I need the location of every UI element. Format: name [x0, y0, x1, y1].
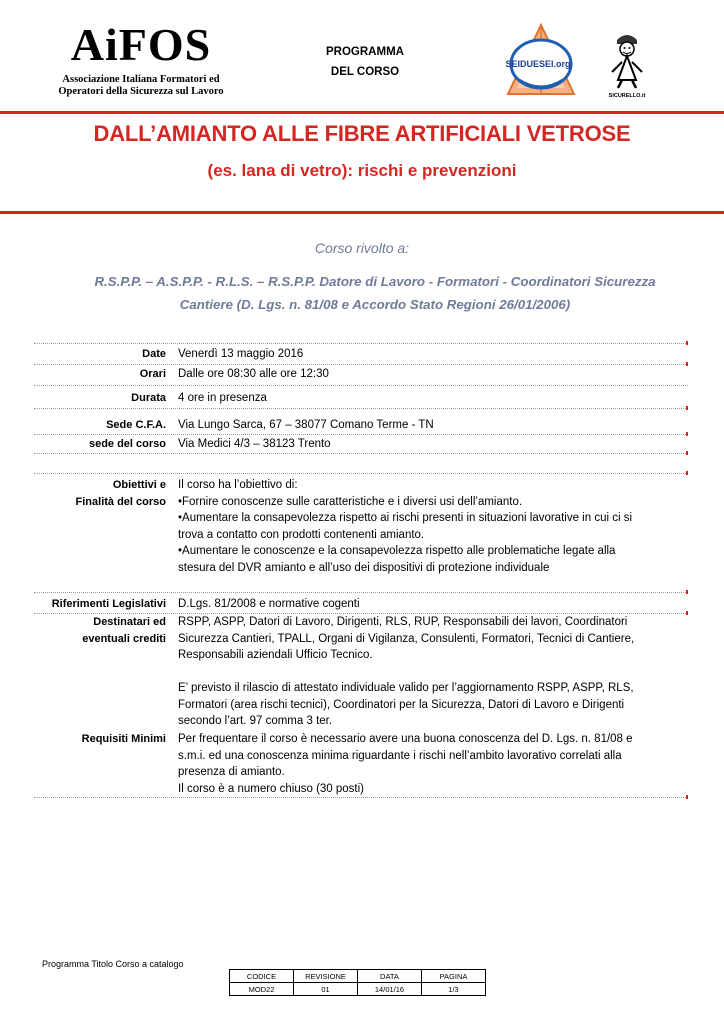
target-audience-text [50, 270, 700, 316]
footer-revision-table [229, 969, 486, 996]
row-divider-mark [686, 590, 688, 594]
aifos-logo-brand: AiFOS [70, 19, 212, 70]
row-divider [34, 797, 688, 798]
sicurello-logo-text: SICURELLO.it [608, 93, 646, 99]
row-divider [34, 343, 688, 344]
row-divider-mark [686, 451, 688, 455]
sede-corso-value: Via Medici 4/3 – 38123 Trento [178, 438, 331, 450]
requisiti-line-2: s.m.i. ed una conoscenza minima riguardante i rischi nell’ambito lavorativo correlati alla [178, 749, 622, 762]
obiettivi-intro: Il corso ha l’obiettivo di: [178, 479, 298, 491]
sicurello-logo [602, 30, 652, 100]
obiettivi-bullet-1: •Fornire conoscenze sulle caratteristiche e i diversi usi dell’amianto. [178, 495, 523, 508]
aifos-logo-line1: Associazione Italiana Formatori ed [62, 74, 220, 85]
destinatari-label-line1: Destinatari ed [93, 616, 166, 628]
sede-corso-label: sede del corso [88, 438, 166, 450]
destinatari-line-6: secondo l’art. 97 comma 3 ter. [178, 715, 333, 727]
footer-header-revisione: REVISIONE [294, 970, 358, 983]
aifos-logo [52, 20, 230, 98]
durata-label: Durata [131, 392, 166, 404]
row-divider [34, 592, 688, 593]
footer-value-pagina: 1/3 [422, 983, 486, 996]
orari-value: Dalle ore 08:30 alle ore 12:30 [178, 368, 329, 380]
destinatari-line-3: Responsabili aziendali Ufficio Tecnico. [178, 649, 373, 661]
programma-line2: DEL CORSO [330, 66, 400, 78]
aifos-logo-line2: Operatori della Sicurezza sul Lavoro [58, 86, 224, 97]
row-divider-mark [686, 406, 688, 410]
target-audience-line2: Cantiere (D. Lgs. n. 81/08 e Accordo Stato Regioni 26/01/2006) [179, 297, 571, 312]
row-divider [34, 473, 688, 474]
footer-table-header-row [230, 970, 486, 983]
requisiti-line-1: Per frequentare il corso è necessario avere una buona conoscenza del D. Lgs. n. 81/08 e [178, 733, 633, 745]
footer-note: Programma Titolo Corso a catalogo [42, 959, 184, 969]
row-divider [34, 453, 688, 454]
obiettivi-bullet-2-cont: trova a contatto con prodotti contenenti amianto. [178, 528, 425, 541]
row-divider [34, 408, 688, 409]
obiettivi-label [34, 477, 166, 510]
requisiti-line-4: Il corso è a numero chiuso (30 posti) [178, 782, 365, 795]
title-red-rule [0, 211, 724, 214]
seiduesei-logo-graphic [505, 22, 577, 98]
destinatari-line-4: E’ previsto il rilascio di attestato individuale valido per l’aggiornamento RSPP, ASPP, RLS, [178, 682, 634, 694]
obiettivi-bullet-3: •Aumentare le conoscenze e la consapevolezza rispetto alle problematiche legate alla [178, 545, 616, 557]
footer-value-data: 14/01/16 [358, 983, 422, 996]
target-audience-label: Corso rivolto a: [314, 240, 410, 256]
obiettivi-label-line1: Obiettivi e [112, 479, 166, 491]
seiduesei-logo [505, 22, 577, 98]
footer-header-codice: CODICE [230, 970, 294, 983]
sede-cfa-value: Via Lungo Sarca, 67 – 38077 Comano Terme - TN [178, 419, 434, 431]
durata-value: 4 ore in presenza [178, 392, 267, 404]
orari-label: Orari [139, 368, 166, 380]
requisiti-line-3: presenza di amianto. [178, 766, 285, 778]
row-divider-mark [686, 341, 688, 345]
destinatari-line-2: Sicurezza Cantieri, TPALL, Organi di Vigilanza, Consulenti, Formatori, Tecnici di Cantiere, [178, 632, 635, 645]
programma-line1: PROGRAMMA [326, 46, 404, 58]
footer-header-pagina: PAGINA [422, 970, 486, 983]
sede-cfa-label: Sede C.F.A. [106, 419, 166, 431]
requisiti-value [178, 731, 690, 797]
obiettivi-bullet-2: •Aumentare la consapevolezza rispetto ai rischi presenti in situazioni lavorative in cui ci si [178, 512, 633, 524]
sicurello-logo-graphic [602, 30, 652, 100]
date-value: Venerdì 13 maggio 2016 [178, 348, 304, 360]
programma-label [305, 42, 425, 82]
row-divider-mark [686, 795, 688, 799]
row-divider-mark [686, 471, 688, 475]
row-divider [34, 434, 688, 435]
destinatari-value [178, 614, 690, 730]
row-divider [34, 385, 688, 386]
riferimenti-label: Riferimenti Legislativi [51, 598, 166, 610]
destinatari-label [34, 614, 166, 647]
riferimenti-value: D.Lgs. 81/2008 e normative cogenti [178, 598, 360, 610]
destinatari-line-5: Formatori (area rischi tecnici), Coordinatori per la Sicurezza, Datori di Lavoro e Dirigenti [178, 698, 625, 711]
row-divider [34, 364, 688, 365]
footer-value-codice: MOD22 [230, 983, 294, 996]
target-audience-line1: R.S.P.P. – A.S.P.P. - R.L.S. – R.S.P.P. Datore di Lavoro - Formatori - Coordinatori Sicurezza [94, 274, 656, 289]
destinatari-label-line2: eventuali crediti [82, 632, 166, 645]
footer-value-revisione: 01 [294, 983, 358, 996]
obiettivi-bullet-3-cont: stesura del DVR amianto e all’uso dei dispositivi di protezione individuale [178, 561, 550, 574]
footer-header-data: DATA [358, 970, 422, 983]
destinatari-line-1: RSPP, ASPP, Datori di Lavoro, Dirigenti, RLS, RUP, Responsabili dei lavori, Coordinatori [178, 616, 628, 628]
date-label: Date [142, 348, 166, 360]
header-red-rule [0, 111, 724, 114]
seiduesei-logo-text: SEIDUESEI.org [505, 59, 571, 69]
course-title: DALL’AMIANTO ALLE FIBRE ARTIFICIALI VETROSE [93, 121, 631, 146]
obiettivi-label-line2: Finalità del corso [75, 495, 166, 508]
destinatari-spacer [178, 664, 690, 681]
obiettivi-value [178, 477, 690, 576]
course-subtitle: (es. lana di vetro): rischi e prevenzioni [207, 161, 517, 180]
requisiti-label: Requisiti Minimi [81, 733, 166, 745]
footer-table-value-row [230, 983, 486, 996]
